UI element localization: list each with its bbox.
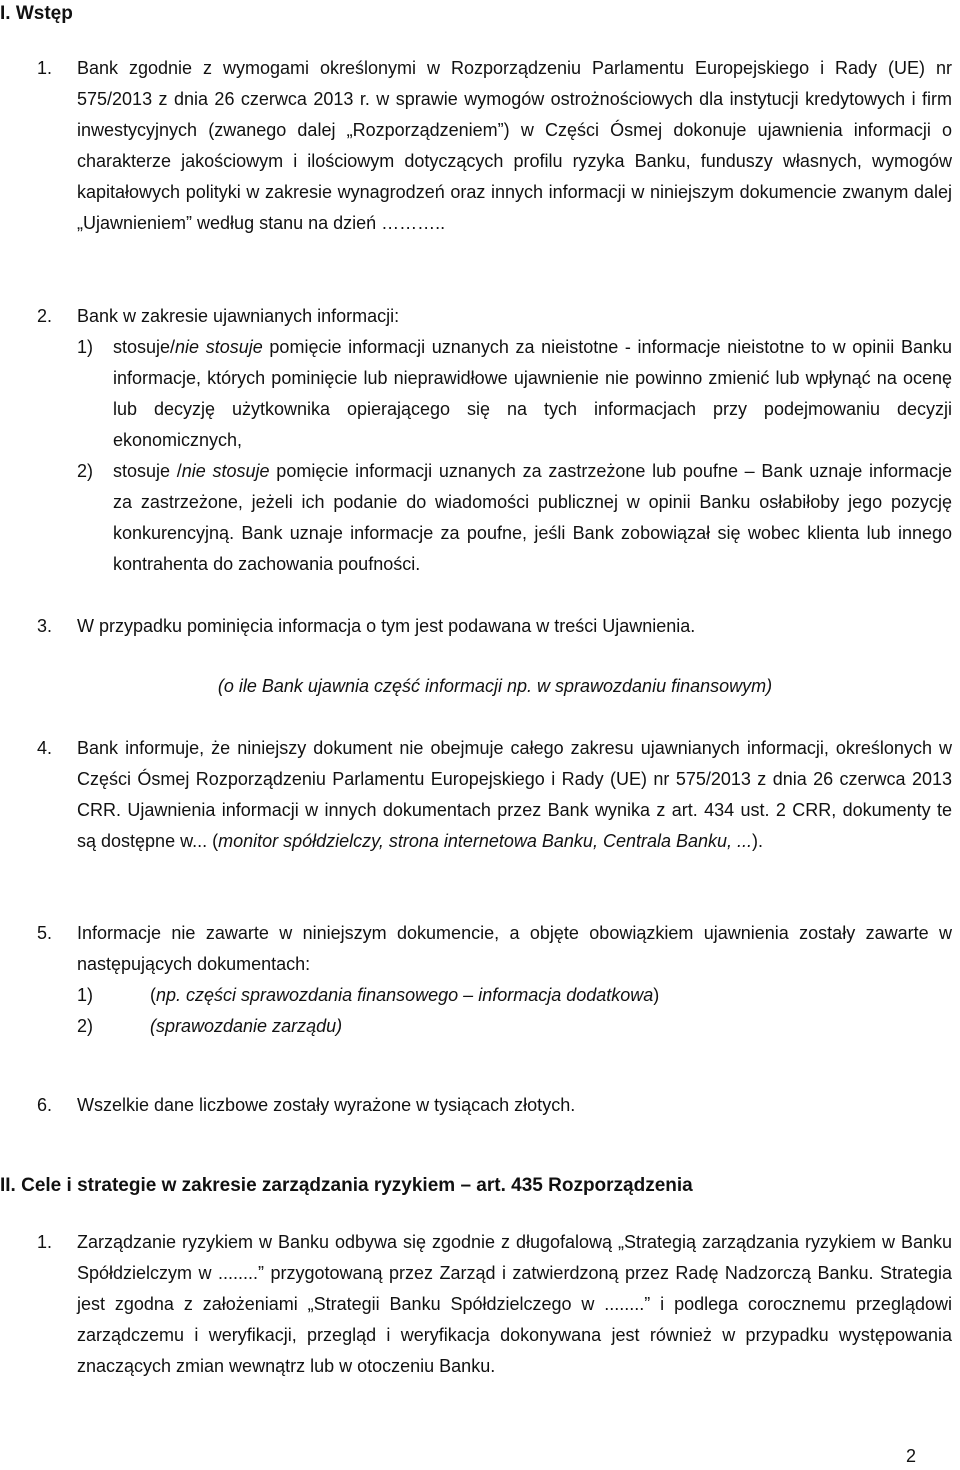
item-1-number: 1. [37, 58, 53, 78]
item-1-text: Bank zgodnie z wymogami określonymi w Rozporządzeniu Parlamentu Europejskiego i Rady (UE) nr 575/2013 z dnia 26 czerwca 2013 r. w sprawie wymogów ostrożnościowych dla instytucji kredytowych i firm inwestycyjnych (zwanego dalej „Rozporządzeniem”) w Części Ósmej dokonuje ujawnienia informacji o charakterze jakościowym i ilościowym dotyczących profilu ryzyka Banku, funduszy własnych, wymogów kapitałowych polityki w zakresie wynagrodzeń oraz innych informacji w niniejszym dokumencie zwanym dalej „Ujawnieniem” według stanu na dzień ……….. [77, 58, 952, 233]
item-2-number: 2. [37, 306, 53, 326]
item-5-text: Informacje nie zawarte w niniejszym dokumencie, a objęte obowiązkiem ujawnienia zostały zawarte w następujących dokumentach: [77, 923, 952, 974]
item-6-number: 6. [37, 1095, 53, 1115]
item-2-2-text: stosuje /nie stosuje pomięcie informacji uznanych za zastrzeżone lub poufne – Bank uznaje informacje za zastrzeżone, jeżeli ich podanie do wiadomości publicznej w opinii Banku osłabiłoby jego pozycję konkurencyjną. Bank uznaje informacje za poufne, jeśli Bank zobowiązał się wobec klienta lub innego kontrahenta do zachowania poufności. [113, 461, 952, 574]
section-2-item-1-text: Zarządzanie ryzykiem w Banku odbywa się zgodnie z długofalową „Strategią zarządzania ryzykiem w Banku Spółdzielczym w ........” przygotowaną przez Zarząd i zatwierdzoną przez Radę Nadzorczą Banku. Strategia jest zgodna z założeniami „Strategii Banku Spółdzielczego w ........” i podlega corocznemu przeglądowi zarządczemu i weryfikacji, przegląd i weryfikacja dokonywana jest również w przypadku występowania znaczących zmian wewnątrz lub w otoczeniu Banku. [77, 1232, 952, 1376]
section-2-title: II. Cele i strategie w zakresie zarządzania ryzykiem – art. 435 Rozporządzenia [0, 1175, 693, 1196]
item-5-number: 5. [37, 923, 53, 943]
item-5-2-number: 2) [77, 1016, 94, 1036]
page-number: 2 [905, 1446, 916, 1466]
item-5-1-text: (np. części sprawozdania finansowego – informacja dodatkowa) [150, 985, 660, 1005]
item-2-1-text: stosuje/nie stosuje pomięcie informacji uznanych za nieistotne - informacje nieistotne to w opinii Banku informacje, których pominięcie lub nieprawidłowe ujawnienie nie powinno zmienić lub wpłynąć na ocenę lub decyzję użytkownika opierającego się na tych informacjach przy podejmowaniu decyzji ekonomicznych, [113, 337, 952, 450]
item-4-number: 4. [37, 738, 53, 758]
item-3-text: W przypadku pominięcia informacja o tym jest podawana w treści Ujawnienia. [77, 616, 696, 636]
section-2-item-1-number: 1. [37, 1232, 53, 1252]
item-3-note: (o ile Bank ujawnia część informacji np. w sprawozdaniu finansowym) [217, 676, 773, 696]
item-5-2-text: (sprawozdanie zarządu) [150, 1016, 343, 1036]
item-2-2-number: 2) [77, 461, 94, 481]
section-1-title: I. Wstęp [0, 3, 73, 24]
item-4-text: Bank informuje, że niniejszy dokument nie obejmuje całego zakresu ujawnianych informacji, określonych w Części Ósmej Rozporządzeniu Parlamentu Europejskiego i Rady (UE) nr 575/2013 z dnia 26 czerwca 2013 CRR. Ujawnienia informacji w innych dokumentach przez Bank wynika z art. 434 ust. 2 CRR, dokumenty te są dostępne w... (monitor spółdzielczy, strona internetowa Banku, Centrala Banku, ...). [77, 738, 952, 851]
item-3-number: 3. [37, 616, 53, 636]
item-2-text: Bank w zakresie ujawnianych informacji: [77, 306, 400, 326]
item-5-1-number: 1) [77, 985, 94, 1005]
item-2-1-number: 1) [77, 337, 94, 357]
item-6-text: Wszelkie dane liczbowe zostały wyrażone w tysiącach złotych. [77, 1095, 576, 1115]
